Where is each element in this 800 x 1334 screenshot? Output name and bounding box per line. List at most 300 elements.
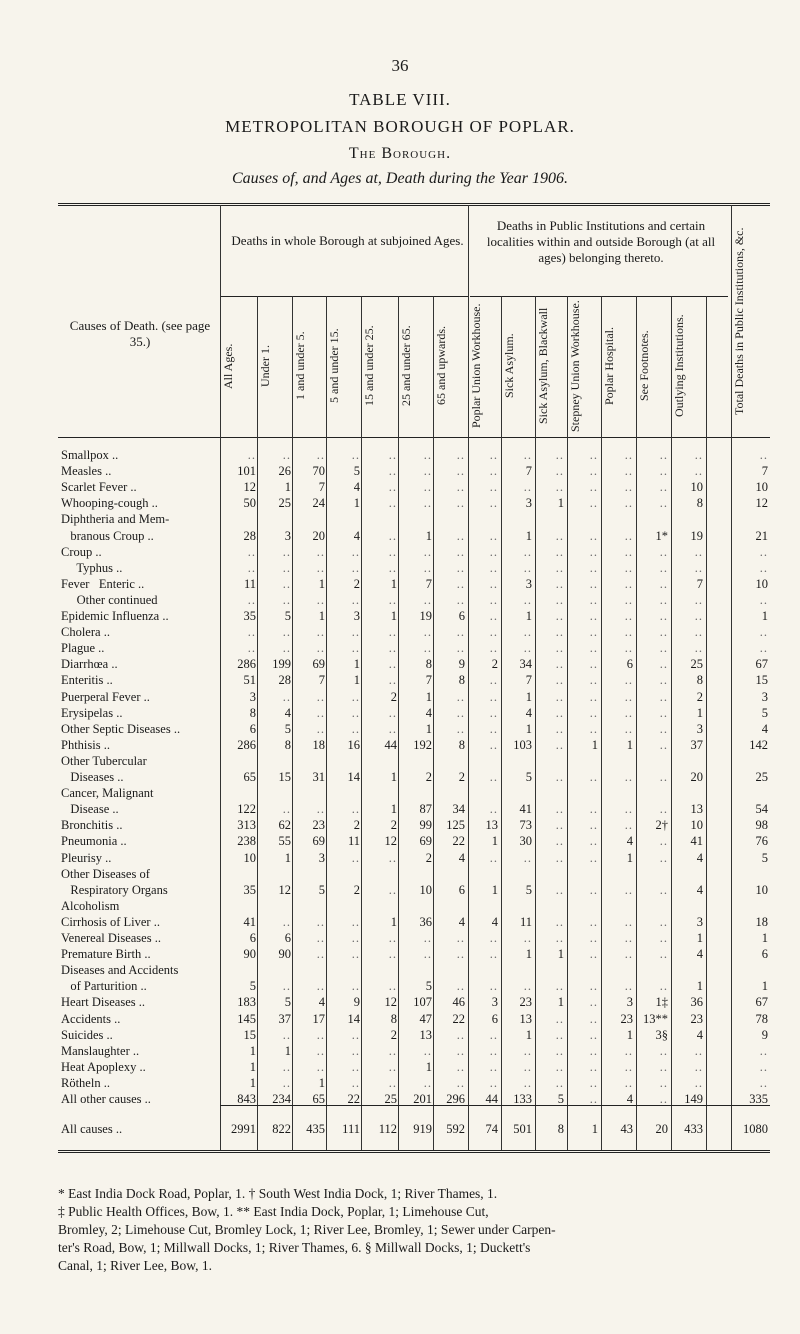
table-cell: 1* [655, 529, 668, 543]
table-cell: .. [388, 851, 397, 865]
table-cell: .. [624, 577, 633, 591]
table-cell: .. [555, 802, 564, 816]
table-cell: 1 [525, 1028, 532, 1042]
table-cell: .. [388, 1060, 397, 1074]
cause-label: Diphtheria and Mem- [61, 512, 170, 526]
table-row [58, 994, 772, 1010]
table-cell: .. [489, 480, 498, 494]
table-cell: .. [659, 673, 668, 687]
column-header: 25 and under 65. [399, 325, 413, 407]
table-cell: 34 [519, 657, 532, 671]
table-cell: 43 [620, 1122, 633, 1136]
table-cell: 19 [419, 609, 432, 623]
cause-label: Puerperal Fever .. [61, 690, 150, 704]
table-cell: .. [423, 947, 432, 961]
table-cell: .. [489, 609, 498, 623]
table-cell: .. [555, 641, 564, 655]
table-cell: 4 [696, 883, 703, 897]
table-row [58, 1075, 772, 1091]
table-cell: 4 [626, 1092, 633, 1106]
table-cell: .. [351, 947, 360, 961]
table-cell: .. [589, 979, 598, 993]
column-header: All Ages. [221, 343, 235, 389]
table-row [58, 914, 772, 930]
cause-label: Scarlet Fever .. [61, 480, 137, 494]
table-cell: 183 [237, 995, 256, 1009]
table-cell: .. [659, 593, 668, 607]
cause-label: Other Diseases of [61, 867, 150, 881]
cause-label: Bronchitis .. [61, 818, 123, 832]
table-cell: .. [489, 496, 498, 510]
header-group-institutions: Deaths in Public Institutions and certain localities within and outside Borough (at all ages) belonging thereto. [486, 218, 716, 265]
table-cell: 67 [755, 657, 768, 671]
table-cell: .. [489, 802, 498, 816]
table-cell: .. [523, 979, 532, 993]
column-header: Stepney Union Workhouse. [568, 300, 582, 432]
table-cell: .. [316, 722, 325, 736]
table-cell: 23 [312, 818, 325, 832]
table-cell: .. [555, 1012, 564, 1026]
table-cell: 1 [390, 915, 397, 929]
table-cell: .. [388, 593, 397, 607]
table-cell: .. [589, 1044, 598, 1058]
table-cell: 7 [696, 577, 703, 591]
table-cell: 1 [591, 1122, 598, 1136]
table-cell: 4 [491, 915, 498, 929]
table-cell: 69 [312, 657, 325, 671]
table-cell: .. [759, 1060, 768, 1074]
table-cell: .. [694, 1060, 703, 1074]
table-cell: 1 [557, 496, 564, 510]
column-header: 1 and under 5. [293, 331, 307, 401]
table-cell: 8 [284, 738, 291, 752]
column-header: Outlying Institutions. [672, 314, 686, 418]
table-cell: .. [555, 480, 564, 494]
table-cell: 122 [237, 802, 256, 816]
table-cell: 3 [318, 851, 325, 865]
table-cell: 3 [525, 496, 532, 510]
table-cell: .. [388, 706, 397, 720]
table-cell: .. [316, 561, 325, 575]
table-cell: .. [489, 851, 498, 865]
table-cell: .. [423, 561, 432, 575]
table-cell: .. [351, 690, 360, 704]
table-row [58, 737, 772, 753]
table-cell: 1 [249, 1076, 256, 1090]
table-cell: 10 [755, 480, 768, 494]
table-cell: 87 [419, 802, 432, 816]
table-cell: .. [555, 657, 564, 671]
table-cell: 2 [390, 690, 397, 704]
table-cell: .. [589, 464, 598, 478]
table-cell: 9 [353, 995, 360, 1009]
table-cell: .. [489, 722, 498, 736]
table-cell: .. [489, 738, 498, 752]
table-cell: .. [456, 1060, 465, 1074]
cause-label: Cholera .. [61, 625, 110, 639]
table-cell: .. [555, 1076, 564, 1090]
table-row [58, 978, 772, 994]
table-cell: 5 [525, 770, 532, 784]
table-cell: 2 [458, 770, 465, 784]
table-row [58, 528, 772, 544]
table-cell: 822 [272, 1122, 291, 1136]
table-cell: .. [351, 593, 360, 607]
cause-label: Alcoholism [61, 899, 120, 913]
table-cell: .. [694, 464, 703, 478]
table-cell: 4 [458, 915, 465, 929]
table-row [58, 817, 772, 833]
table-row [58, 930, 772, 946]
table-cell: .. [489, 1076, 498, 1090]
table-row [58, 753, 772, 769]
table-cell: 44 [384, 738, 397, 752]
table-cell: 4 [284, 706, 291, 720]
table-cell: .. [351, 722, 360, 736]
cause-label: Other Septic Diseases .. [61, 722, 181, 736]
table-cell: 6 [284, 931, 291, 945]
table-cell: 592 [446, 1122, 465, 1136]
table-cell: .. [489, 1028, 498, 1042]
table-cell: 13 [690, 802, 703, 816]
column-header: 15 and under 25. [362, 325, 376, 407]
table-cell: 1 [353, 496, 360, 510]
cause-label: Pneumonia .. [61, 834, 127, 848]
table-cell: 919 [413, 1122, 432, 1136]
table-cell: 12 [755, 496, 768, 510]
table-cell: .. [659, 851, 668, 865]
table-cell: .. [247, 561, 256, 575]
table-cell: 10 [419, 883, 432, 897]
table-row [58, 801, 772, 817]
table-row [58, 721, 772, 737]
table-cell: 1 [491, 883, 498, 897]
table-cell: 107 [413, 995, 432, 1009]
table-cell: 1 [390, 770, 397, 784]
cause-label: of Parturition .. [61, 979, 147, 993]
table-cell: 8 [696, 496, 703, 510]
cause-label: Diseases .. [61, 770, 124, 784]
cause-label: Premature Birth .. [61, 947, 151, 961]
cause-label: Heat Apoplexy .. [61, 1060, 146, 1074]
table-cell: 8 [557, 1122, 564, 1136]
table-cell: .. [456, 1044, 465, 1058]
table-cell: .. [489, 931, 498, 945]
table-cell: 3§ [655, 1028, 668, 1042]
table-cell: 44 [485, 1092, 498, 1106]
table-cell: 8 [458, 738, 465, 752]
table-cell: 11 [243, 577, 256, 591]
table-cell: 12 [243, 480, 256, 494]
table-cell: .. [388, 448, 397, 462]
table-cell: 74 [485, 1122, 498, 1136]
table-cell: 2 [353, 818, 360, 832]
cause-label: Erysipelas .. [61, 706, 123, 720]
table-cell: 1 [557, 947, 564, 961]
table-cell: .. [456, 706, 465, 720]
table-row [58, 689, 772, 705]
table-cell: 335 [749, 1092, 768, 1106]
table-row [58, 624, 772, 640]
table-cell: .. [589, 496, 598, 510]
table-cell: .. [624, 464, 633, 478]
table-cell: .. [423, 1076, 432, 1090]
table-cell: .. [423, 593, 432, 607]
cause-label: Cirrhosis of Liver .. [61, 915, 160, 929]
table-cell: 23 [690, 1012, 703, 1026]
table-cell: 2 [390, 1028, 397, 1042]
page-number: 36 [391, 56, 409, 75]
table-cell: .. [489, 947, 498, 961]
table-cell: 1 [249, 1044, 256, 1058]
table-cell: .. [555, 673, 564, 687]
table-cell: .. [282, 561, 291, 575]
table-row [58, 511, 772, 527]
table-cell: .. [316, 802, 325, 816]
table-cell: .. [659, 496, 668, 510]
table-cell: .. [388, 480, 397, 494]
table-cell: .. [316, 641, 325, 655]
table-cell: .. [624, 883, 633, 897]
table-cell: 70 [312, 464, 325, 478]
table-cell: 1 [626, 851, 633, 865]
table-cell: 65 [243, 770, 256, 784]
table-cell: .. [555, 1060, 564, 1074]
column-header: See Footnotes. [637, 330, 651, 402]
table-cell: .. [659, 625, 668, 639]
table-row [58, 640, 772, 656]
table-cell: .. [282, 625, 291, 639]
table-cell: 1 [318, 1076, 325, 1090]
table-cell: 234 [272, 1092, 291, 1106]
table-cell: .. [589, 931, 598, 945]
table-cell: 286 [237, 738, 256, 752]
table-cell: .. [589, 851, 598, 865]
table-cell: 35 [243, 883, 256, 897]
table-cell: 1 [284, 851, 291, 865]
table-subtitle-borough: The Borough. [348, 145, 452, 162]
table-cell: .. [456, 577, 465, 591]
total-rule [220, 1105, 770, 1106]
table-cell: 7 [425, 577, 432, 591]
table-cell: 7 [425, 673, 432, 687]
table-cell: 5 [284, 609, 291, 623]
table-cell: 2 [425, 851, 432, 865]
table-cell: .. [456, 496, 465, 510]
table-cell: 435 [306, 1122, 325, 1136]
table-cell: .. [423, 480, 432, 494]
table-cell: 36 [690, 995, 703, 1009]
cause-label: Suicides .. [61, 1028, 113, 1042]
table-cell: .. [351, 545, 360, 559]
table-cell: 9 [761, 1028, 768, 1042]
table-cell: 90 [278, 947, 291, 961]
table-cell: 4 [761, 722, 768, 736]
cause-label: Heart Diseases .. [61, 995, 145, 1009]
table-cell: 1 [761, 609, 768, 623]
table-cell: 199 [272, 657, 291, 671]
table-cell: 22 [347, 1092, 360, 1106]
table-cell: .. [659, 738, 668, 752]
table-cell: 4 [696, 1028, 703, 1042]
table-cell: .. [316, 947, 325, 961]
table-cell: 10 [243, 851, 256, 865]
table-cell: 73 [519, 818, 532, 832]
table-cell: 201 [413, 1092, 432, 1106]
header-causes: Causes of Death. (see page 35.) [69, 318, 211, 349]
table-cell: .. [456, 641, 465, 655]
table-cell: 3 [284, 529, 291, 543]
table-cell: .. [659, 480, 668, 494]
table-cell: .. [659, 802, 668, 816]
cause-label: Typhus .. [61, 561, 123, 575]
table-row [58, 592, 772, 608]
table-cell: 1 [284, 1044, 291, 1058]
table-cell: 238 [237, 834, 256, 848]
table-cell: .. [456, 593, 465, 607]
table-cell: .. [523, 1076, 532, 1090]
table-cell: .. [624, 561, 633, 575]
table-cell: .. [624, 722, 633, 736]
table-row [58, 447, 772, 463]
table-row [58, 495, 772, 511]
table-cell: .. [351, 1060, 360, 1074]
table-cell: .. [659, 545, 668, 559]
table-cell: .. [659, 722, 668, 736]
table-cell: .. [589, 770, 598, 784]
table-cell: 1 [425, 1060, 432, 1074]
table-row [58, 850, 772, 866]
table-cell: .. [624, 818, 633, 832]
table-cell: 3 [353, 609, 360, 623]
table-cell: .. [523, 448, 532, 462]
table-cell: .. [523, 1044, 532, 1058]
table-cell: 31 [312, 770, 325, 784]
table-cell: .. [624, 496, 633, 510]
table-cell: .. [316, 915, 325, 929]
table-cell: .. [589, 802, 598, 816]
table-cell: .. [489, 979, 498, 993]
table-cell: .. [489, 464, 498, 478]
table-cell: 69 [312, 834, 325, 848]
cause-label: Diarrhœa .. [61, 657, 118, 671]
table-cell: 4 [696, 851, 703, 865]
table-cell: .. [759, 545, 768, 559]
table-cell: 5 [557, 1092, 564, 1106]
table-cell: 25 [690, 657, 703, 671]
table-cell: .. [759, 625, 768, 639]
table-cell: .. [351, 641, 360, 655]
table-cell: 296 [446, 1092, 465, 1106]
table-cell: .. [624, 979, 633, 993]
cause-label: Fever Enteric .. [61, 577, 145, 591]
table-cell: .. [423, 1044, 432, 1058]
table-cell: .. [351, 1076, 360, 1090]
table-cell: 8 [390, 1012, 397, 1026]
table-cell: 35 [243, 609, 256, 623]
table-cell: .. [247, 545, 256, 559]
table-cell: .. [351, 802, 360, 816]
table-cell: .. [694, 641, 703, 655]
table-cell: 5 [353, 464, 360, 478]
table-cell: 2 [353, 883, 360, 897]
cause-label: Disease .. [61, 802, 119, 816]
table-row [58, 866, 772, 882]
column-header: Sick Asylum, Blackwall [536, 307, 550, 425]
table-cell: 25 [755, 770, 768, 784]
column-header: 65 and upwards. [434, 326, 448, 406]
table-row [58, 479, 772, 495]
table-cell: .. [659, 1092, 668, 1106]
column-header: Under 1. [258, 345, 272, 387]
table-cell: 1 [318, 609, 325, 623]
table-cell: .. [489, 673, 498, 687]
table-cell: .. [555, 464, 564, 478]
table-cell: 20 [690, 770, 703, 784]
table-cell: .. [759, 561, 768, 575]
table-cell: 3 [696, 915, 703, 929]
table-cell: .. [589, 834, 598, 848]
table-cell: 4 [318, 995, 325, 1009]
table-top-rule [58, 203, 770, 204]
table-cell: .. [316, 448, 325, 462]
table-cell: .. [316, 979, 325, 993]
table-cell: 25 [278, 496, 291, 510]
table-cell: 5 [318, 883, 325, 897]
table-cell: .. [388, 947, 397, 961]
table-cell: .. [624, 770, 633, 784]
table-cell: 1 [525, 947, 532, 961]
table-cell: .. [388, 545, 397, 559]
table-cell: .. [456, 979, 465, 993]
table-cell: 5 [425, 979, 432, 993]
table-cell: .. [423, 448, 432, 462]
table-cell: 1 [425, 529, 432, 543]
table-cell: 20 [655, 1122, 668, 1136]
table-cell: 34 [452, 802, 465, 816]
table-cell: .. [555, 722, 564, 736]
table-cell: .. [555, 577, 564, 591]
table-cell: .. [351, 706, 360, 720]
table-cell: 22 [452, 834, 465, 848]
table-cell: 2 [353, 577, 360, 591]
table-cell: 4 [353, 529, 360, 543]
table-row [58, 1011, 772, 1027]
table-cell: 149 [684, 1092, 703, 1106]
table-cell: .. [456, 480, 465, 494]
table-cell: 15 [755, 673, 768, 687]
table-cell: .. [555, 609, 564, 623]
table-cell: .. [659, 1076, 668, 1090]
table-cell: .. [659, 561, 668, 575]
column-header: Total Deaths in Public Institutions, &c. [732, 227, 746, 415]
table-cell: .. [489, 690, 498, 704]
table-bottom-rule [58, 1150, 770, 1151]
table-cell: .. [624, 931, 633, 945]
table-cell: 55 [278, 834, 291, 848]
table-cell: 5 [761, 706, 768, 720]
table-cell: .. [351, 1044, 360, 1058]
table-cell: .. [589, 1060, 598, 1074]
table-cell: 1 [318, 577, 325, 591]
table-cell: .. [659, 448, 668, 462]
table-cell: .. [555, 690, 564, 704]
cause-label: Enteritis .. [61, 673, 113, 687]
table-cell: .. [659, 706, 668, 720]
table-row [58, 898, 772, 914]
column-header: Poplar Union Workhouse. [469, 303, 483, 429]
table-cell: .. [555, 883, 564, 897]
